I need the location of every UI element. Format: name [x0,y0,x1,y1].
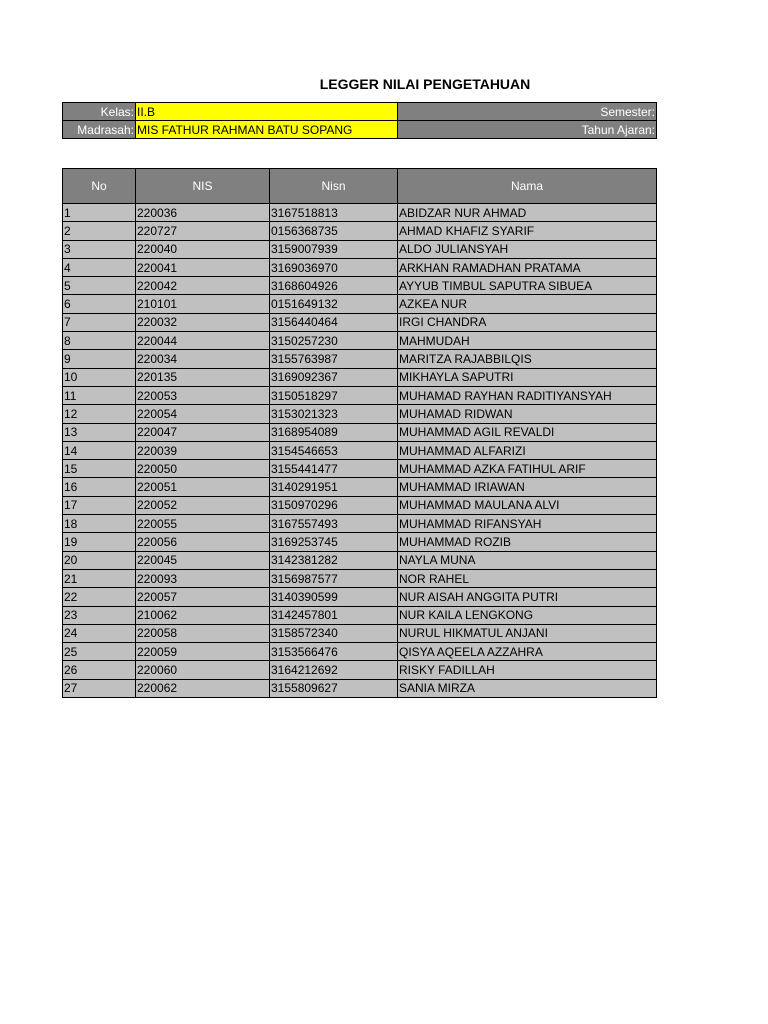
cell-nisn[interactable]: 3154546653 [270,441,398,459]
cell-nis[interactable]: 220054 [136,405,270,423]
cell-nisn[interactable]: 3140291951 [270,478,398,496]
cell-no[interactable]: 7 [63,313,136,331]
table-row [63,478,657,496]
cell-nis[interactable]: 210101 [136,295,270,313]
cell-nisn[interactable]: 3155441477 [270,460,398,478]
cell-no[interactable]: 13 [63,423,136,441]
cell-no[interactable]: 8 [63,332,136,350]
cell-nis[interactable]: 220036 [136,204,270,222]
cell-no[interactable]: 19 [63,533,136,551]
cell-nisn[interactable]: 3153021323 [270,405,398,423]
cell-nisn[interactable]: 3169092367 [270,368,398,386]
table-row [63,569,657,587]
table-row [63,332,657,350]
semester-label: Semester: [398,103,657,121]
cell-nis[interactable]: 220057 [136,588,270,606]
cell-nama[interactable]: NUR AISAH ANGGITA PUTRI [398,588,657,606]
table-body [63,204,657,698]
cell-no[interactable]: 23 [63,606,136,624]
table-row [63,405,657,423]
cell-nama[interactable]: MUHAMMAD AZKA FATIHUL ARIF [398,460,657,478]
cell-nis[interactable]: 220062 [136,679,270,697]
table-row [63,643,657,661]
cell-nisn[interactable]: 3169253745 [270,533,398,551]
info-row-kelas [63,103,657,121]
page-title: LEGGER NILAI PENGETAHUAN [319,76,531,92]
kelas-label: Kelas: [63,103,136,121]
table-row [63,222,657,240]
cell-no[interactable]: 20 [63,551,136,569]
cell-no[interactable]: 11 [63,386,136,404]
tahun-ajaran-label: Tahun Ajaran: [398,121,657,139]
cell-nama[interactable]: SANIA MIRZA [398,679,657,697]
cell-no[interactable]: 16 [63,478,136,496]
column-header-nis: NIS [136,169,270,204]
cell-nama[interactable]: NOR RAHEL [398,569,657,587]
cell-nisn[interactable]: 3156987577 [270,569,398,587]
cell-no[interactable]: 2 [63,222,136,240]
cell-nisn[interactable]: 0156368735 [270,222,398,240]
cell-nis[interactable]: 220055 [136,515,270,533]
cell-nis[interactable]: 220052 [136,496,270,514]
cell-nama[interactable]: MAHMUDAH [398,332,657,350]
table-row [63,350,657,368]
table-row [63,386,657,404]
column-header-nama: Nama [398,169,657,204]
cell-nis[interactable]: 220053 [136,386,270,404]
cell-nama[interactable]: ALDO JULIANSYAH [398,240,657,258]
cell-no[interactable]: 1 [63,204,136,222]
cell-no[interactable]: 10 [63,368,136,386]
cell-no[interactable]: 21 [63,569,136,587]
cell-nama[interactable]: NUR KAILA LENGKONG [398,606,657,624]
kelas-value[interactable]: II.B [136,103,398,121]
cell-nama[interactable]: ABIDZAR NUR AHMAD [398,204,657,222]
cell-nama[interactable]: MUHAMAD RIDWAN [398,405,657,423]
cell-nama[interactable]: MIKHAYLA SAPUTRI [398,368,657,386]
cell-no[interactable]: 5 [63,277,136,295]
cell-no[interactable]: 9 [63,350,136,368]
table-row [63,277,657,295]
cell-nama[interactable]: MUHAMAD RAYHAN RADITIYANSYAH [398,386,657,404]
cell-nama[interactable]: NAYLA MUNA [398,551,657,569]
cell-nama[interactable]: MARITZA RAJABBILQIS [398,350,657,368]
table-row [63,204,657,222]
cell-nisn[interactable]: 3153566476 [270,643,398,661]
cell-nama[interactable]: MUHAMMAD RIFANSYAH [398,515,657,533]
cell-nama[interactable]: MUHAMMAD ALFARIZI [398,441,657,459]
cell-no[interactable]: 27 [63,679,136,697]
cell-nisn[interactable]: 3150257230 [270,332,398,350]
cell-no[interactable]: 17 [63,496,136,514]
cell-nama[interactable]: AHMAD KHAFIZ SYARIF [398,222,657,240]
cell-nama[interactable]: QISYA AQEELA AZZAHRA [398,643,657,661]
cell-nisn[interactable]: 3140390599 [270,588,398,606]
table-row [63,624,657,642]
cell-nisn[interactable]: 3142381282 [270,551,398,569]
cell-nis[interactable]: 220056 [136,533,270,551]
column-header-no: No [63,169,136,204]
table-row [63,661,657,679]
table-row [63,588,657,606]
table-row [63,368,657,386]
info-row-madrasah [63,121,657,139]
cell-no[interactable]: 25 [63,643,136,661]
cell-nisn[interactable]: 3168954089 [270,423,398,441]
cell-nama[interactable]: NURUL HIKMATUL ANJANI [398,624,657,642]
cell-nis[interactable]: 220059 [136,643,270,661]
cell-nisn[interactable]: 3155763987 [270,350,398,368]
cell-no[interactable]: 22 [63,588,136,606]
table-row [63,606,657,624]
table-row [63,295,657,313]
table-row [63,515,657,533]
table-row [63,460,657,478]
cell-nisn[interactable]: 3167557493 [270,515,398,533]
cell-nisn[interactable]: 0151649132 [270,295,398,313]
table-row [63,423,657,441]
cell-nisn[interactable]: 3164212692 [270,661,398,679]
cell-nis[interactable]: 220042 [136,277,270,295]
table-header-row [63,169,657,204]
cell-nis[interactable]: 220047 [136,423,270,441]
cell-no[interactable]: 14 [63,441,136,459]
cell-nis[interactable]: 220032 [136,313,270,331]
cell-nisn[interactable]: 3150970296 [270,496,398,514]
cell-nisn[interactable]: 3169036970 [270,258,398,276]
cell-nisn[interactable]: 3167518813 [270,204,398,222]
cell-nama[interactable]: MUHAMMAD MAULANA ALVI [398,496,657,514]
cell-nis[interactable]: 220041 [136,258,270,276]
cell-nis[interactable]: 220044 [136,332,270,350]
cell-nis[interactable]: 220058 [136,624,270,642]
cell-nis[interactable]: 210062 [136,606,270,624]
cell-no[interactable]: 3 [63,240,136,258]
cell-nis[interactable]: 220050 [136,460,270,478]
cell-nama[interactable]: MUHAMMAD ROZIB [398,533,657,551]
cell-nis[interactable]: 220040 [136,240,270,258]
table-row [63,496,657,514]
info-table [62,102,657,139]
cell-nisn[interactable]: 3168604926 [270,277,398,295]
cell-nisn[interactable]: 3150518297 [270,386,398,404]
cell-nama[interactable]: AZKEA NUR [398,295,657,313]
cell-nis[interactable]: 220727 [136,222,270,240]
table-row [63,551,657,569]
cell-nisn[interactable]: 3159007939 [270,240,398,258]
cell-nama[interactable]: ARKHAN RAMADHAN PRATAMA [398,258,657,276]
cell-nis[interactable]: 220034 [136,350,270,368]
cell-no[interactable]: 6 [63,295,136,313]
madrasah-value[interactable]: MIS FATHUR RAHMAN BATU SOPANG [136,121,398,139]
table-row [63,679,657,697]
cell-nisn[interactable]: 3142457801 [270,606,398,624]
cell-no[interactable]: 15 [63,460,136,478]
cell-nis[interactable]: 220135 [136,368,270,386]
column-header-nisn: Nisn [270,169,398,204]
cell-no[interactable]: 24 [63,624,136,642]
table-row [63,533,657,551]
table-row [63,441,657,459]
cell-no[interactable]: 26 [63,661,136,679]
cell-nisn[interactable]: 3155809627 [270,679,398,697]
table-row [63,240,657,258]
cell-nama[interactable]: MUHAMMAD IRIAWAN [398,478,657,496]
cell-nama[interactable]: MUHAMMAD AGIL REVALDI [398,423,657,441]
madrasah-label: Madrasah: [63,121,136,139]
cell-nama[interactable]: AYYUB TIMBUL SAPUTRA SIBUEA [398,277,657,295]
cell-nis[interactable]: 220060 [136,661,270,679]
cell-nisn[interactable]: 3156440464 [270,313,398,331]
cell-nama[interactable]: IRGI CHANDRA [398,313,657,331]
cell-no[interactable]: 12 [63,405,136,423]
cell-nis[interactable]: 220051 [136,478,270,496]
student-table [62,168,657,698]
cell-nis[interactable]: 220093 [136,569,270,587]
cell-nisn[interactable]: 3158572340 [270,624,398,642]
cell-no[interactable]: 4 [63,258,136,276]
table-row [63,313,657,331]
cell-nama[interactable]: RISKY FADILLAH [398,661,657,679]
cell-nis[interactable]: 220045 [136,551,270,569]
cell-no[interactable]: 18 [63,515,136,533]
cell-nis[interactable]: 220039 [136,441,270,459]
table-row [63,258,657,276]
